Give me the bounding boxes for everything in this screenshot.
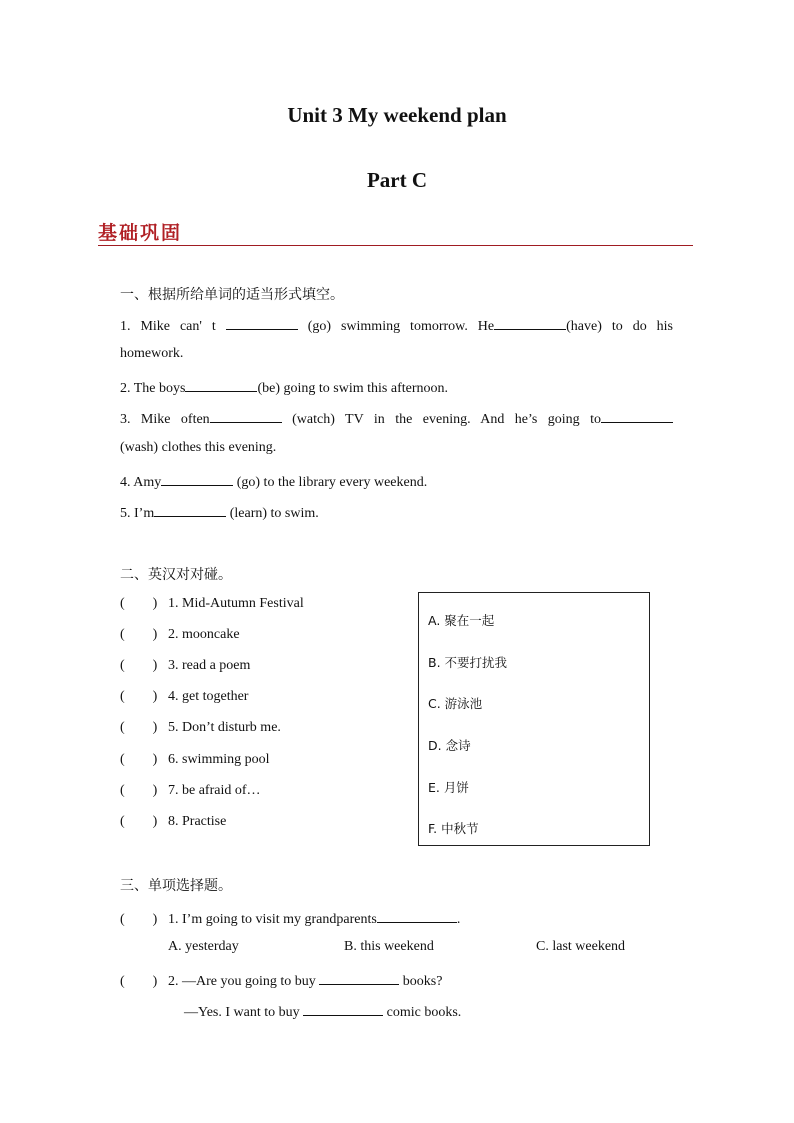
match-option: C. 游泳池: [428, 696, 483, 711]
part3-q1-option-c: C. last weekend: [536, 939, 626, 954]
match-item: ( ) 7. be afraid of…: [120, 783, 261, 798]
part2-instruction: 二、英汉对对碰。: [120, 567, 232, 583]
part3-q1-option-b: B. this weekend: [344, 939, 434, 954]
part3-q1-option-a: A. yesterday: [168, 939, 239, 954]
options-box: [418, 592, 650, 846]
match-item: ( ) 3. read a poem: [120, 658, 251, 673]
part1-question-4: 4. Amy (go) to the library every weekend.: [120, 471, 427, 491]
match-option: F. 中秋节: [428, 821, 479, 836]
match-option: E. 月饼: [428, 780, 469, 795]
section-divider: [98, 245, 693, 246]
match-item: ( ) 2. mooncake: [120, 627, 240, 642]
part1-question-5: 5. I’m (learn) to swim.: [120, 502, 319, 522]
part1-question-3-cont: (wash) clothes this evening.: [120, 440, 277, 455]
part1-question-1-cont: homework.: [120, 346, 184, 361]
part3-instruction: 三、单项选择题。: [120, 878, 232, 894]
match-option: D. 念诗: [428, 738, 471, 753]
part3-question-1: ( ) 1. I’m going to visit my grandparents .: [120, 908, 460, 928]
match-option: B. 不要打扰我: [428, 655, 508, 670]
part3-question-2-reply: —Yes. I want to buy comic books.: [184, 1001, 461, 1021]
match-item: ( ) 1. Mid-Autumn Festival: [120, 596, 304, 611]
match-item: ( ) 6. swimming pool: [120, 752, 270, 767]
page-title: Unit 3 My weekend plan: [287, 103, 507, 127]
match-item: ( ) 4. get together: [120, 689, 249, 704]
section-heading: 基础巩固: [98, 222, 183, 244]
match-item: ( ) 8. Practise: [120, 814, 227, 829]
part1-instruction: 一、根据所给单词的适当形式填空。: [120, 287, 344, 303]
part1-question-2: 2. The boys (be) going to swim this afternoon.: [120, 377, 448, 397]
match-item: ( ) 5. Don’t disturb me.: [120, 720, 281, 735]
part3-question-2: ( ) 2. —Are you going to buy books?: [120, 970, 442, 990]
page-subtitle: Part C: [366, 168, 428, 192]
match-option: A. 聚在一起: [428, 613, 495, 628]
part1-question-3: 3. Mike often (watch) TV in the evening. And he’s going to: [120, 408, 673, 428]
part1-question-1: 1. Mike can' t (go) swimming tomorrow. He (have) to do his: [120, 315, 673, 335]
